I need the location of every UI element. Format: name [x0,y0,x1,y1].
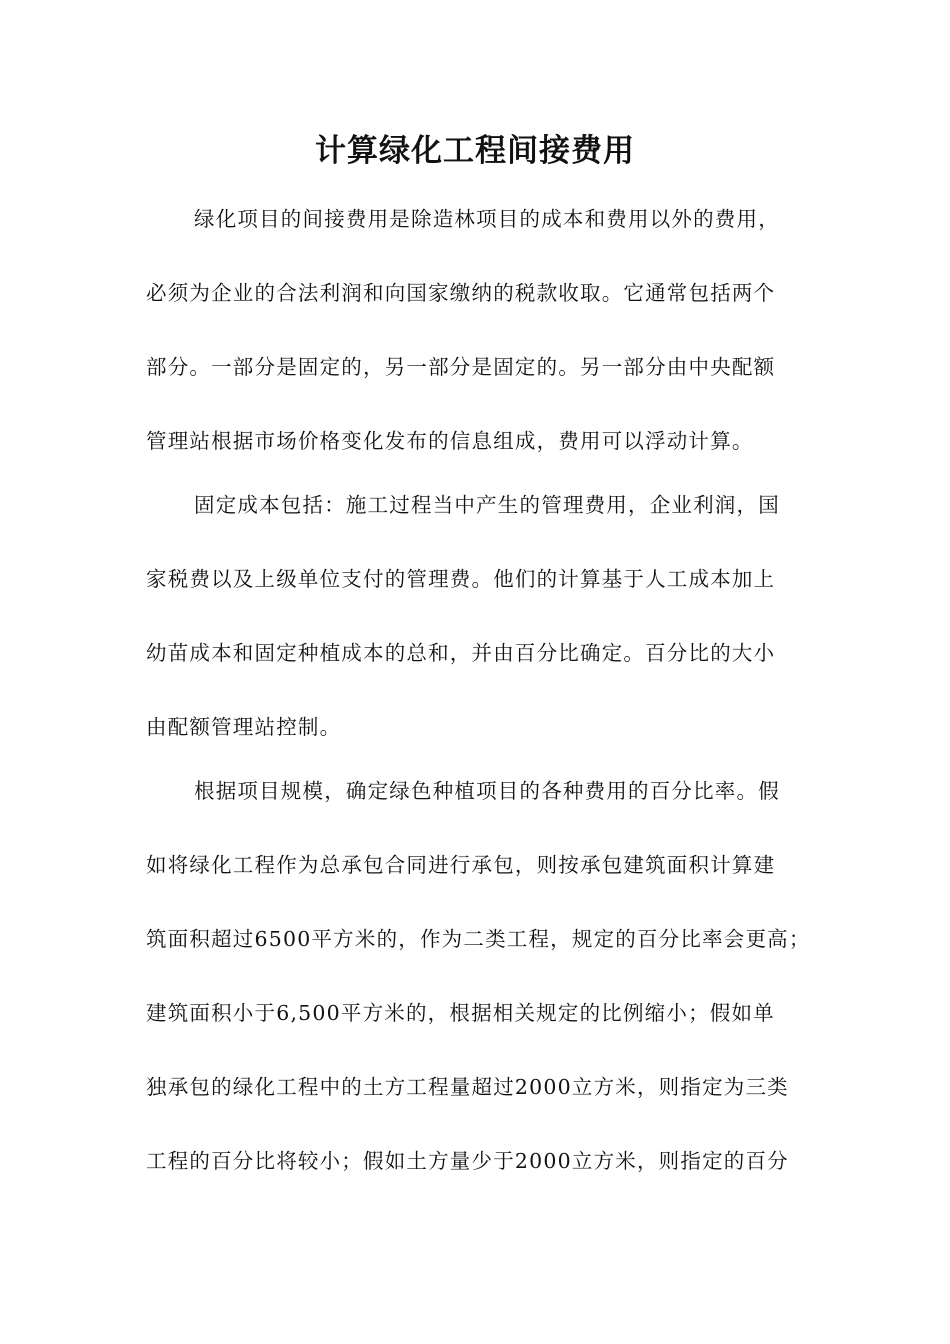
paragraph-1-line-2: 必须为企业的合法利润和向国家缴纳的税款收取。它通常包括两个 [146,281,776,305]
paragraph-3-line-5: 独承包的绿化工程中的土方工程量超过2000立方米，则指定为三类 [146,1075,789,1099]
paragraph-3-line-4: 建筑面积小于6,500平方米的，根据相关规定的比例缩小；假如单 [146,1001,775,1025]
paragraph-3-line-1: 根据项目规模，确定绿色种植项目的各种费用的百分比率。假 [194,779,780,803]
document-title: 计算绿化工程间接费用 [315,133,635,169]
paragraph-2-line-3: 幼苗成本和固定种植成本的总和，并由百分比确定。百分比的大小 [146,641,776,665]
paragraph-1-line-1: 绿化项目的间接费用是除造林项目的成本和费用以外的费用， [194,207,780,231]
paragraph-2-line-4: 由配额管理站控制。 [146,715,342,739]
paragraph-2-line-1: 固定成本包括：施工过程当中产生的管理费用，企业利润，国 [194,493,780,517]
paragraph-1-line-3: 部分。一部分是固定的，另一部分是固定的。另一部分由中央配额 [146,355,776,379]
paragraph-3-line-2: 如将绿化工程作为总承包合同进行承包，则按承包建筑面积计算建 [146,853,776,877]
paragraph-3-line-6: 工程的百分比将较小；假如土方量少于2000立方米，则指定的百分 [146,1149,789,1173]
paragraph-2-line-2: 家税费以及上级单位支付的管理费。他们的计算基于人工成本加上 [146,567,776,591]
paragraph-3-line-3: 筑面积超过6500平方米的，作为二类工程，规定的百分比率会更高； [146,927,811,951]
paragraph-1-line-4: 管理站根据市场价格变化发布的信息组成，费用可以浮动计算。 [146,429,754,453]
